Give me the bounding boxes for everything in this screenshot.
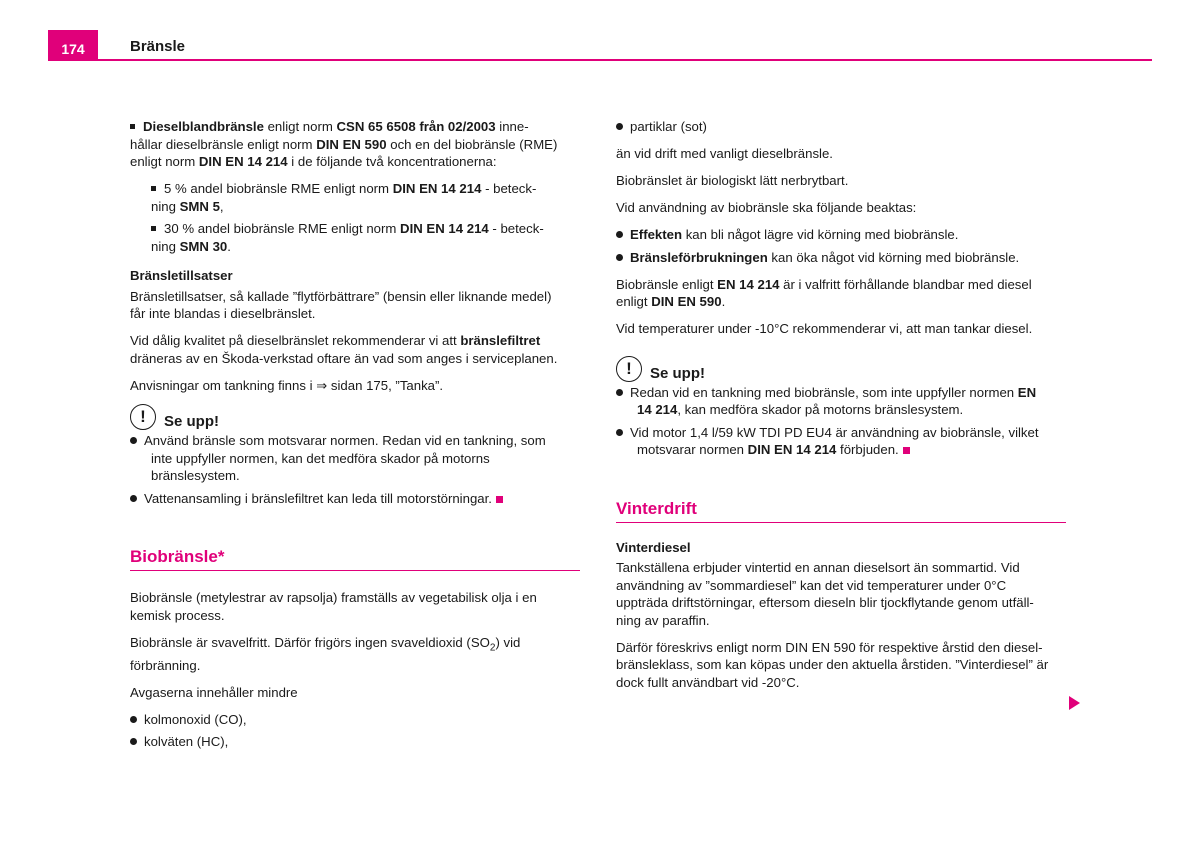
winter-diesel-heading: Vinterdiesel <box>616 539 691 555</box>
end-mark-icon <box>903 447 910 454</box>
winter-diesel-paragraph: Tankställena erbjuder vintertid en annan dieselsort än sommartid. Vid användning av ”sommardiesel” kan det vid temperaturer under 0°C uppträda driftstörningar, eftersom dieseln blir tjockflytande genom utfäll- ning av paraffin. <box>616 560 1034 628</box>
additives-paragraph: Bränsletillsatser, så kallade ”flytförbättrare” (bensin eller liknande medel) får inte blandas i dieselbränslet. <box>130 288 552 321</box>
fuel-class-paragraph: Därför föreskrivs enligt norm DIN EN 590 för respektive årstid den diesel- bränsleklass, som kan köpas under den aktuella årstiden. ”Vinterdiesel” är dock fullt användbart vid -20°C. <box>616 639 1049 690</box>
refuel-reference: Anvisningar om tankning finns i ⇒ sidan 175, ”Tanka”. <box>130 377 444 393</box>
caution-item: Använd bränsle som motsvarar normen. Redan vid en tankning, som inte uppfyller normen, kan det medföra skador på motorns bränslesystem. <box>130 432 580 485</box>
biofuel-paragraph: Biobränsle (metylestrar av rapsolja) framställs av vegetabilisk olja i en kemisk process. <box>130 590 537 623</box>
caution-icon: ! <box>616 356 642 382</box>
end-mark-icon <box>496 496 503 503</box>
caution-item: Vattenansamling i bränslefiltret kan leda till motorstörningar. <box>130 490 580 508</box>
square-bullet-icon <box>151 226 156 231</box>
page-number: 174 <box>48 30 98 61</box>
paragraph: Biobränslet är biologiskt lätt nerbrytbart. <box>616 173 849 188</box>
paragraph: Vid användning av biobränsle ska följande beaktas: <box>616 200 917 215</box>
bullet-dot-icon <box>616 231 623 238</box>
filter-paragraph: Vid dålig kvalitet på dieselbränslet rekommenderar vi att bränslefiltret dräneras av en Škoda-verkstad oftare än vad som anges i serviceplanen. <box>130 333 558 366</box>
bullet-dot-icon <box>130 738 137 745</box>
section-heading-biofuel: Biobränsle* <box>130 547 580 571</box>
mixability-paragraph: Biobränsle enligt EN 14 214 är i valfritt förhållande blandbar med diesel enligt DIN EN 590. <box>616 276 1032 309</box>
caution-item: Vid motor 1,4 l/59 kW TDI PD EU4 är användning av biobränsle, vilket motsvarar normen DIN EN 14 214 förbjuden. <box>616 424 1066 459</box>
temperature-paragraph: Vid temperaturer under -10°C rekommenderar vi, att man tankar diesel. <box>616 321 1033 336</box>
bullet-dot-icon <box>616 389 623 396</box>
square-bullet-icon <box>151 186 156 191</box>
header-rule <box>48 59 1152 61</box>
caution-icon: ! <box>130 404 156 430</box>
caution-box-right <box>616 356 1066 382</box>
square-bullet-icon <box>130 124 135 129</box>
list-item: Bränsleförbrukningen kan öka något vid körning med biobränsle. <box>616 249 1066 267</box>
list-item: Effekten kan bli något lägre vid körning med biobränsle. <box>616 226 1066 244</box>
additives-heading: Bränsletillsatser <box>130 268 233 283</box>
sulphur-paragraph: Biobränsle är svavelfritt. Därför frigörs ingen svaveldioxid $(SO_2)$ vid förbränning. <box>130 634 521 673</box>
right-column <box>616 118 1066 701</box>
bullet-dot-icon <box>130 437 137 444</box>
list-item: kolväten (HC), <box>130 733 580 751</box>
bullet-dot-icon <box>616 123 623 130</box>
smn30-item: 30 % andel biobränsle RME enligt norm DIN EN 14 214 - beteck- ning SMN 30. <box>151 221 544 254</box>
caution-box-left <box>130 404 580 430</box>
chapter-title: Bränsle <box>130 38 186 55</box>
diesel-blend-paragraph: Dieselblandbränsle enligt norm CSN 65 6508 från 02/2003 inne- hållar dieselbränsle enligt norm DIN EN 590 och en del biobränsle (RME) enligt norm DIN EN 14 214 i de följande två koncentrationerna: <box>130 119 558 169</box>
caution-title: Se upp! <box>164 413 219 430</box>
continue-arrow-icon <box>1069 696 1080 710</box>
smn5-item: 5 % andel biobränsle RME enligt norm DIN EN 14 214 - beteck- ning SMN 5, <box>151 181 537 214</box>
paragraph: än vid drift med vanligt dieselbränsle. <box>616 146 833 161</box>
bullet-dot-icon <box>130 495 137 502</box>
left-column <box>130 118 580 756</box>
bullet-dot-icon <box>616 429 623 436</box>
bullet-dot-icon <box>130 716 137 723</box>
caution-item: Redan vid en tankning med biobränsle, som inte uppfyller normen EN 14 214, kan medföra skador på motorns bränslesystem. <box>616 384 1066 419</box>
exhaust-paragraph: Avgaserna innehåller mindre <box>130 684 298 700</box>
list-item: partiklar (sot) <box>616 118 1066 136</box>
caution-title: Se upp! <box>650 364 705 382</box>
list-item: kolmonoxid (CO), <box>130 711 580 729</box>
section-heading-winter: Vinterdrift <box>616 499 1066 523</box>
bullet-dot-icon <box>616 254 623 261</box>
